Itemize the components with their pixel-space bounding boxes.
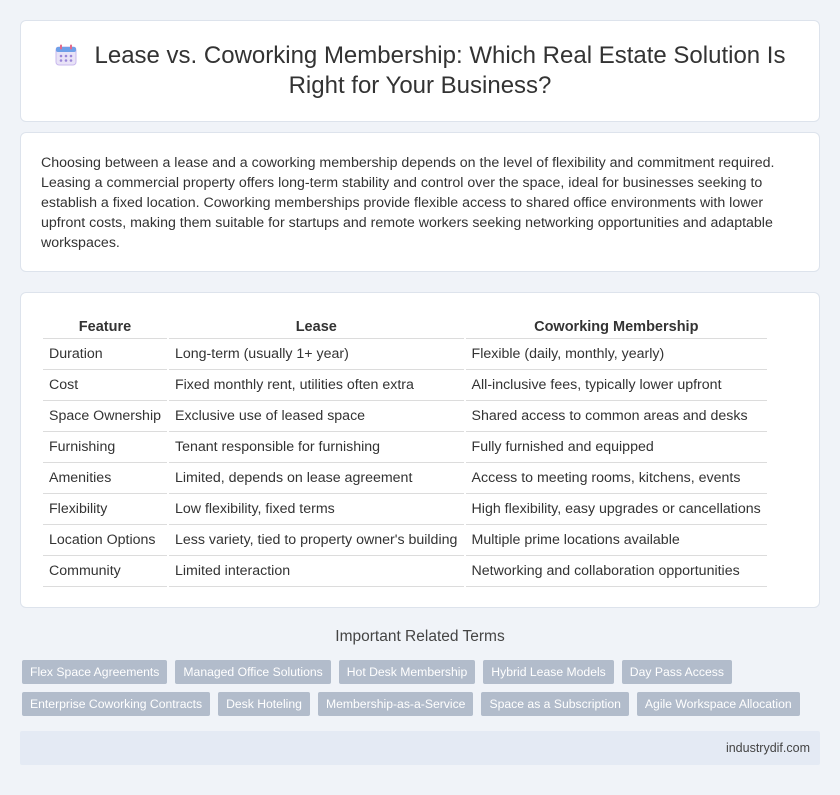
tag-hybrid-lease-models[interactable]: Hybrid Lease Models <box>483 660 613 684</box>
cell-lease: Limited, depends on lease agreement <box>169 463 464 494</box>
cell-feature: Duration <box>43 339 167 370</box>
cell-feature: Cost <box>43 370 167 401</box>
table-row <box>43 494 767 525</box>
cell-feature: Amenities <box>43 463 167 494</box>
tag-enterprise-coworking-contracts[interactable]: Enterprise Coworking Contracts <box>22 692 210 716</box>
cell-coworking: High flexibility, easy upgrades or cancellations <box>466 494 767 525</box>
tag-desk-hoteling[interactable]: Desk Hoteling <box>218 692 310 716</box>
intro-paragraph: Choosing between a lease and a coworking membership depends on the level of flexibility and commitment required. Leasing a commercial property offers long-term stability and control over the space, ideal for businesses seeking to establish a fixed location. Coworking memberships provide flexible access to shared office environments with lower upfront costs, making them suitable for startups and remote workers seeking networking opportunities and adaptable workspaces. <box>41 155 775 251</box>
table-row <box>43 339 767 370</box>
cell-coworking: Multiple prime locations available <box>466 525 767 556</box>
cell-coworking: Flexible (daily, monthly, yearly) <box>466 339 767 370</box>
table-row <box>43 463 767 494</box>
related-terms-tags <box>22 660 822 724</box>
cell-feature: Space Ownership <box>43 401 167 432</box>
cell-lease: Exclusive use of leased space <box>169 401 464 432</box>
cell-lease: Less variety, tied to property owner's building <box>169 525 464 556</box>
cell-coworking: All-inclusive fees, typically lower upfront <box>466 370 767 401</box>
page-title: Lease vs. Coworking Membership: Which Real Estate Solution Is Right for Your Business? <box>55 42 786 99</box>
cell-coworking: Fully furnished and equipped <box>466 432 767 463</box>
cell-feature: Flexibility <box>43 494 167 525</box>
cell-feature: Furnishing <box>43 432 167 463</box>
table-row <box>43 401 767 432</box>
tag-row <box>22 692 822 716</box>
header-feature: Feature <box>43 315 167 339</box>
footer <box>20 731 820 765</box>
tag-space-as-a-subscription[interactable]: Space as a Subscription <box>481 692 628 716</box>
tag-flex-space-agreements[interactable]: Flex Space Agreements <box>22 660 167 684</box>
cell-lease: Fixed monthly rent, utilities often extra <box>169 370 464 401</box>
tag-managed-office-solutions[interactable]: Managed Office Solutions <box>175 660 330 684</box>
tag-agile-workspace-allocation[interactable]: Agile Workspace Allocation <box>637 692 800 716</box>
comparison-card <box>20 292 820 608</box>
cell-feature: Location Options <box>43 525 167 556</box>
comparison-table <box>41 315 769 587</box>
related-terms-heading: Important Related Terms <box>335 628 505 645</box>
table-row <box>43 525 767 556</box>
cell-coworking: Shared access to common areas and desks <box>466 401 767 432</box>
cell-coworking: Networking and collaboration opportunities <box>466 556 767 587</box>
table-row <box>43 556 767 587</box>
table-row <box>43 432 767 463</box>
tag-day-pass-access[interactable]: Day Pass Access <box>622 660 732 684</box>
cell-lease: Tenant responsible for furnishing <box>169 432 464 463</box>
cell-lease: Limited interaction <box>169 556 464 587</box>
footer-site-link[interactable]: industrydif.com <box>725 741 810 755</box>
cell-coworking: Access to meeting rooms, kitchens, events <box>466 463 767 494</box>
header-lease: Lease <box>169 315 464 339</box>
cell-lease: Low flexibility, fixed terms <box>169 494 464 525</box>
tag-row <box>22 660 822 684</box>
table-header-row <box>43 315 767 339</box>
tag-hot-desk-membership[interactable]: Hot Desk Membership <box>339 660 476 684</box>
intro-card <box>20 132 820 272</box>
calendar-icon <box>55 44 77 66</box>
table-row <box>43 370 767 401</box>
title-card <box>20 20 820 122</box>
cell-feature: Community <box>43 556 167 587</box>
tag-membership-as-a-service[interactable]: Membership-as-a-Service <box>318 692 474 716</box>
header-coworking: Coworking Membership <box>466 315 767 339</box>
cell-lease: Long-term (usually 1+ year) <box>169 339 464 370</box>
